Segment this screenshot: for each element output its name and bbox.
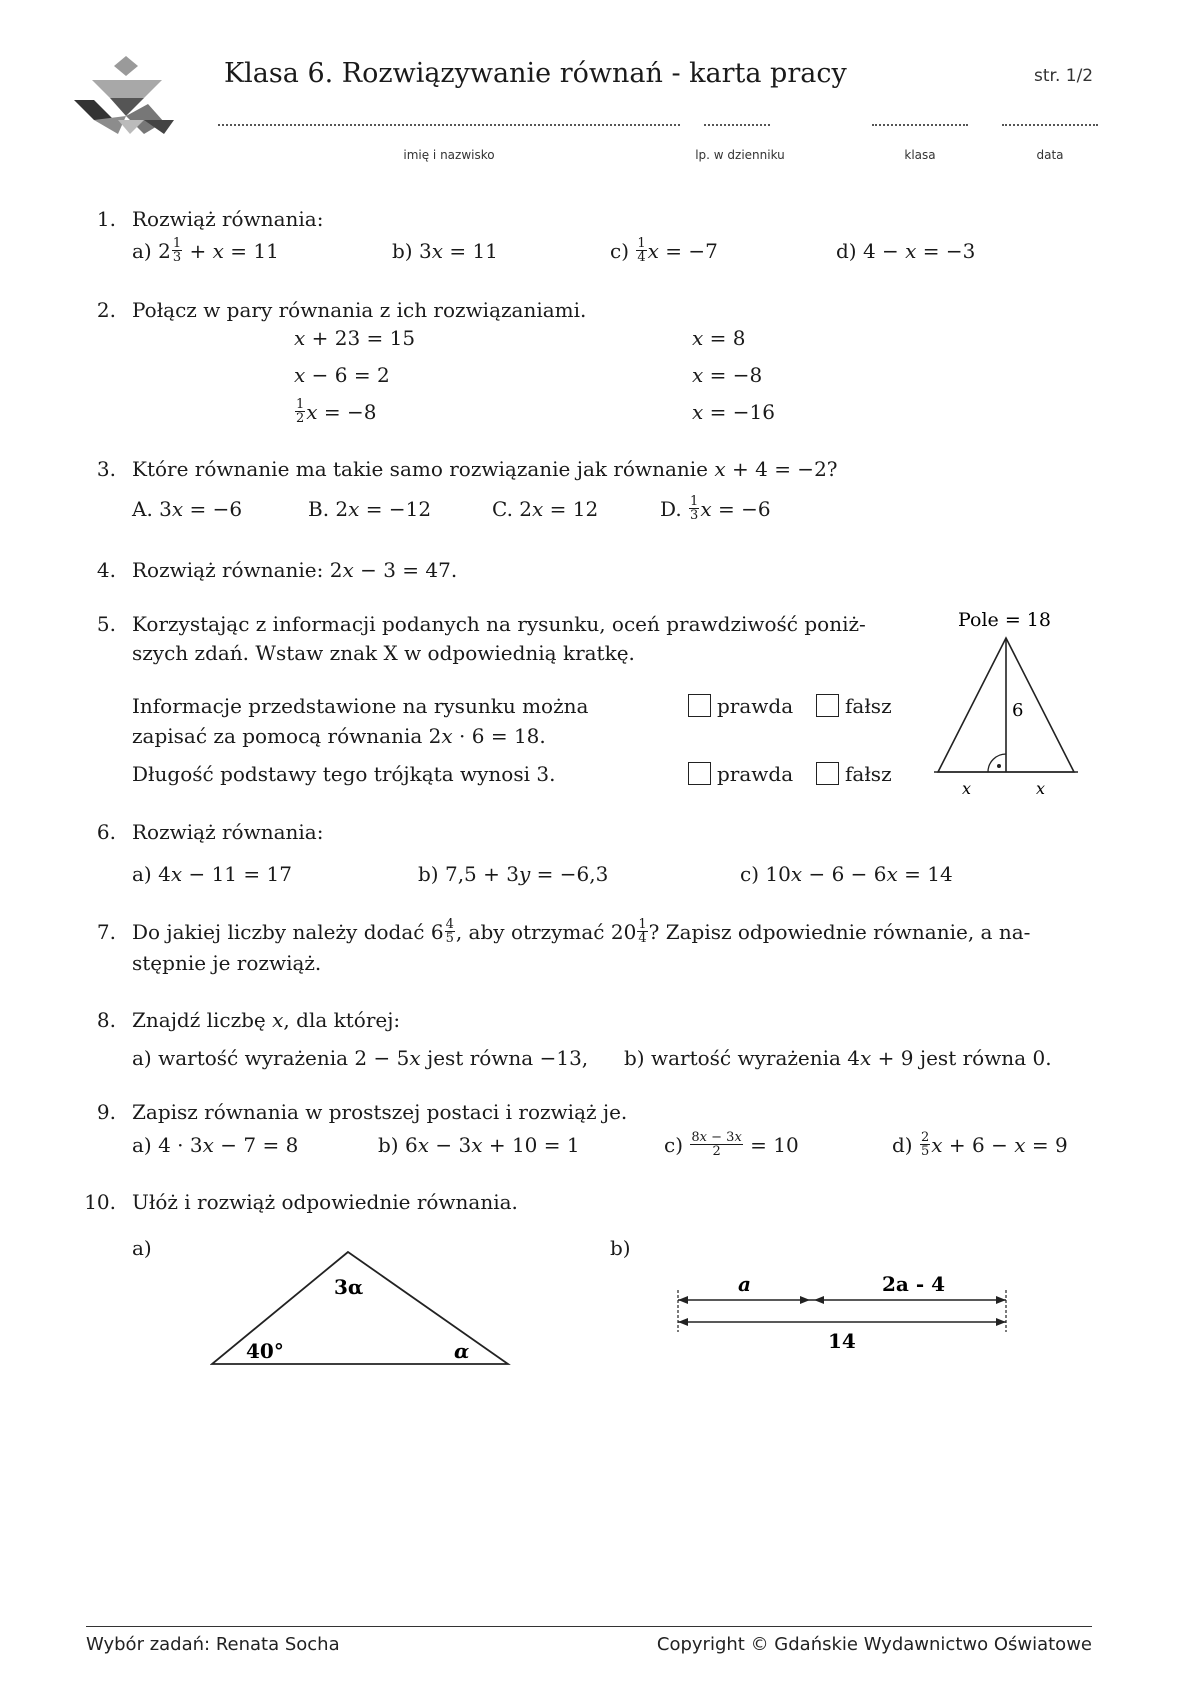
segment-2a-4-label: 2a - 4 bbox=[882, 1272, 946, 1296]
subtask-label-a: a) bbox=[132, 1236, 152, 1260]
question-text: Ułóż i rozwiąż odpowiednie równania. bbox=[132, 1190, 518, 1214]
true-checkbox-2[interactable]: prawda bbox=[688, 760, 793, 788]
triangle-figure bbox=[920, 600, 1100, 800]
height-label: 6 bbox=[1012, 700, 1024, 721]
question-number: 7. bbox=[96, 920, 116, 944]
class-number-field-label: lp. w dzienniku bbox=[695, 148, 785, 162]
left-angle-label: 40° bbox=[246, 1339, 284, 1363]
right-angle-label: α bbox=[454, 1339, 470, 1363]
equation-6c: c) 10x − 6 − 6x = 14 bbox=[740, 862, 953, 886]
top-angle-label: 3α bbox=[334, 1275, 364, 1299]
name-field-label: imię i nazwisko bbox=[403, 148, 495, 162]
question-text: Które równanie ma takie samo rozwiązanie jak równanie x + 4 = −2? bbox=[132, 457, 838, 481]
equation-6a: a) 4x − 11 = 17 bbox=[132, 862, 292, 886]
equation-9b: b) 6x − 3x + 10 = 1 bbox=[378, 1133, 580, 1157]
statement-1-cont: zapisać za pomocą równania 2x · 6 = 18. bbox=[132, 724, 546, 748]
option-b: B. 2x = −12 bbox=[308, 497, 432, 521]
question-text: Połącz w pary równania z ich rozwiązaniami. bbox=[132, 298, 587, 322]
question-number: 5. bbox=[96, 612, 116, 636]
question-number: 10. bbox=[84, 1190, 116, 1214]
equation-1c: c) $\frac{1}{4}$ x = −7 bbox=[610, 236, 718, 265]
angle-triangle-figure bbox=[210, 1244, 520, 1378]
equation-1d: d) 4 − x = −3 bbox=[836, 239, 976, 263]
true-checkbox-1[interactable]: prawda bbox=[688, 692, 793, 720]
equation-2-left-2: x − 6 = 2 bbox=[294, 363, 390, 387]
question-text: Znajdź liczbę x, dla której: bbox=[132, 1008, 401, 1032]
option-a: A. 3x = −6 bbox=[132, 497, 243, 521]
false-checkbox-2[interactable]: fałsz bbox=[816, 760, 892, 788]
page-number: str. 1/2 bbox=[1034, 66, 1094, 86]
subtask-label-b: b) bbox=[610, 1236, 631, 1260]
equation-2-left-3: $\frac{1}{2}$ x = −8 bbox=[296, 397, 377, 426]
false-checkbox-1[interactable]: fałsz bbox=[816, 692, 892, 720]
name-field[interactable] bbox=[218, 124, 680, 126]
equation-9d: d) $\frac{2}{5}$ x + 6 − x = 9 bbox=[892, 1130, 1068, 1159]
question-number: 6. bbox=[96, 820, 116, 844]
footer-author: Wybór zadań: Renata Socha bbox=[86, 1634, 340, 1655]
question-text: stępnie je rozwiąż. bbox=[132, 951, 322, 975]
question-text: szych zdań. Wstaw znak X w odpowiednią kratkę. bbox=[132, 641, 635, 665]
option-d: D. $\frac{1}{3}$ x = −6 bbox=[660, 494, 771, 523]
question-text: Rozwiąż równanie: 2x − 3 = 47. bbox=[132, 558, 458, 582]
equation-1b: b) 3x = 11 bbox=[392, 239, 498, 263]
equation-1a: a) 2 $\frac{1}{3}$ + x = 11 bbox=[132, 236, 279, 265]
option-c: C. 2x = 12 bbox=[492, 497, 599, 521]
class-field[interactable] bbox=[872, 124, 968, 126]
question-text: Korzystając z informacji podanych na rysunku, oceń prawdziwość poniż- bbox=[132, 612, 866, 636]
date-field[interactable] bbox=[1002, 124, 1098, 126]
question-text: Do jakiej liczby należy dodać 6 $\frac{4}{5}$ , aby otrzymać 20 $\frac{1}{4}$ ? Zapisz odpowiednie równanie, a na- bbox=[132, 917, 1031, 946]
statement-2: Długość podstawy tego trójkąta wynosi 3. bbox=[132, 762, 556, 786]
question-text: Zapisz równania w prostszej postaci i rozwiąż je. bbox=[132, 1100, 628, 1124]
half-base-label: x bbox=[962, 779, 972, 798]
segment-a-label: a bbox=[738, 1272, 751, 1296]
question-number: 9. bbox=[96, 1100, 116, 1124]
question-text: Rozwiąż równania: bbox=[132, 207, 324, 231]
solution-2-right-2: x = −8 bbox=[692, 363, 763, 387]
class-number-field[interactable] bbox=[704, 124, 770, 126]
question-text: Rozwiąż równania: bbox=[132, 820, 324, 844]
equation-9a: a) 4 · 3x − 7 = 8 bbox=[132, 1133, 299, 1157]
area-label: Pole = 18 bbox=[958, 609, 1051, 631]
question-number: 3. bbox=[96, 457, 116, 481]
task-8b: b) wartość wyrażenia 4x + 9 jest równa 0. bbox=[624, 1046, 1052, 1070]
date-field-label: data bbox=[1036, 148, 1064, 162]
class-field-label: klasa bbox=[904, 148, 936, 162]
task-8a: a) wartość wyrażenia 2 − 5x jest równa −13, bbox=[132, 1046, 589, 1070]
statement-1: Informacje przedstawione na rysunku można bbox=[132, 694, 589, 718]
segment-figure bbox=[670, 1264, 1020, 1354]
page-title: Klasa 6. Rozwiązywanie równań - karta pracy bbox=[224, 58, 847, 89]
question-number: 2. bbox=[96, 298, 116, 322]
question-number: 4. bbox=[96, 558, 116, 582]
footer-divider bbox=[86, 1626, 1092, 1627]
total-length-label: 14 bbox=[828, 1329, 856, 1353]
equation-9c: c) $\frac{8x - 3x}{2}$ = 10 bbox=[664, 1130, 799, 1159]
footer-copyright: Copyright © Gdańskie Wydawnictwo Oświatowe bbox=[656, 1634, 1092, 1655]
half-base-label: x bbox=[1036, 779, 1046, 798]
solution-2-right-3: x = −16 bbox=[692, 400, 775, 424]
equation-2-left-1: x + 23 = 15 bbox=[294, 326, 416, 350]
solution-2-right-1: x = 8 bbox=[692, 326, 746, 350]
question-number: 8. bbox=[96, 1008, 116, 1032]
publisher-logo bbox=[74, 56, 178, 146]
question-number: 1. bbox=[96, 207, 116, 231]
equation-6b: b) 7,5 + 3y = −6,3 bbox=[418, 862, 609, 886]
